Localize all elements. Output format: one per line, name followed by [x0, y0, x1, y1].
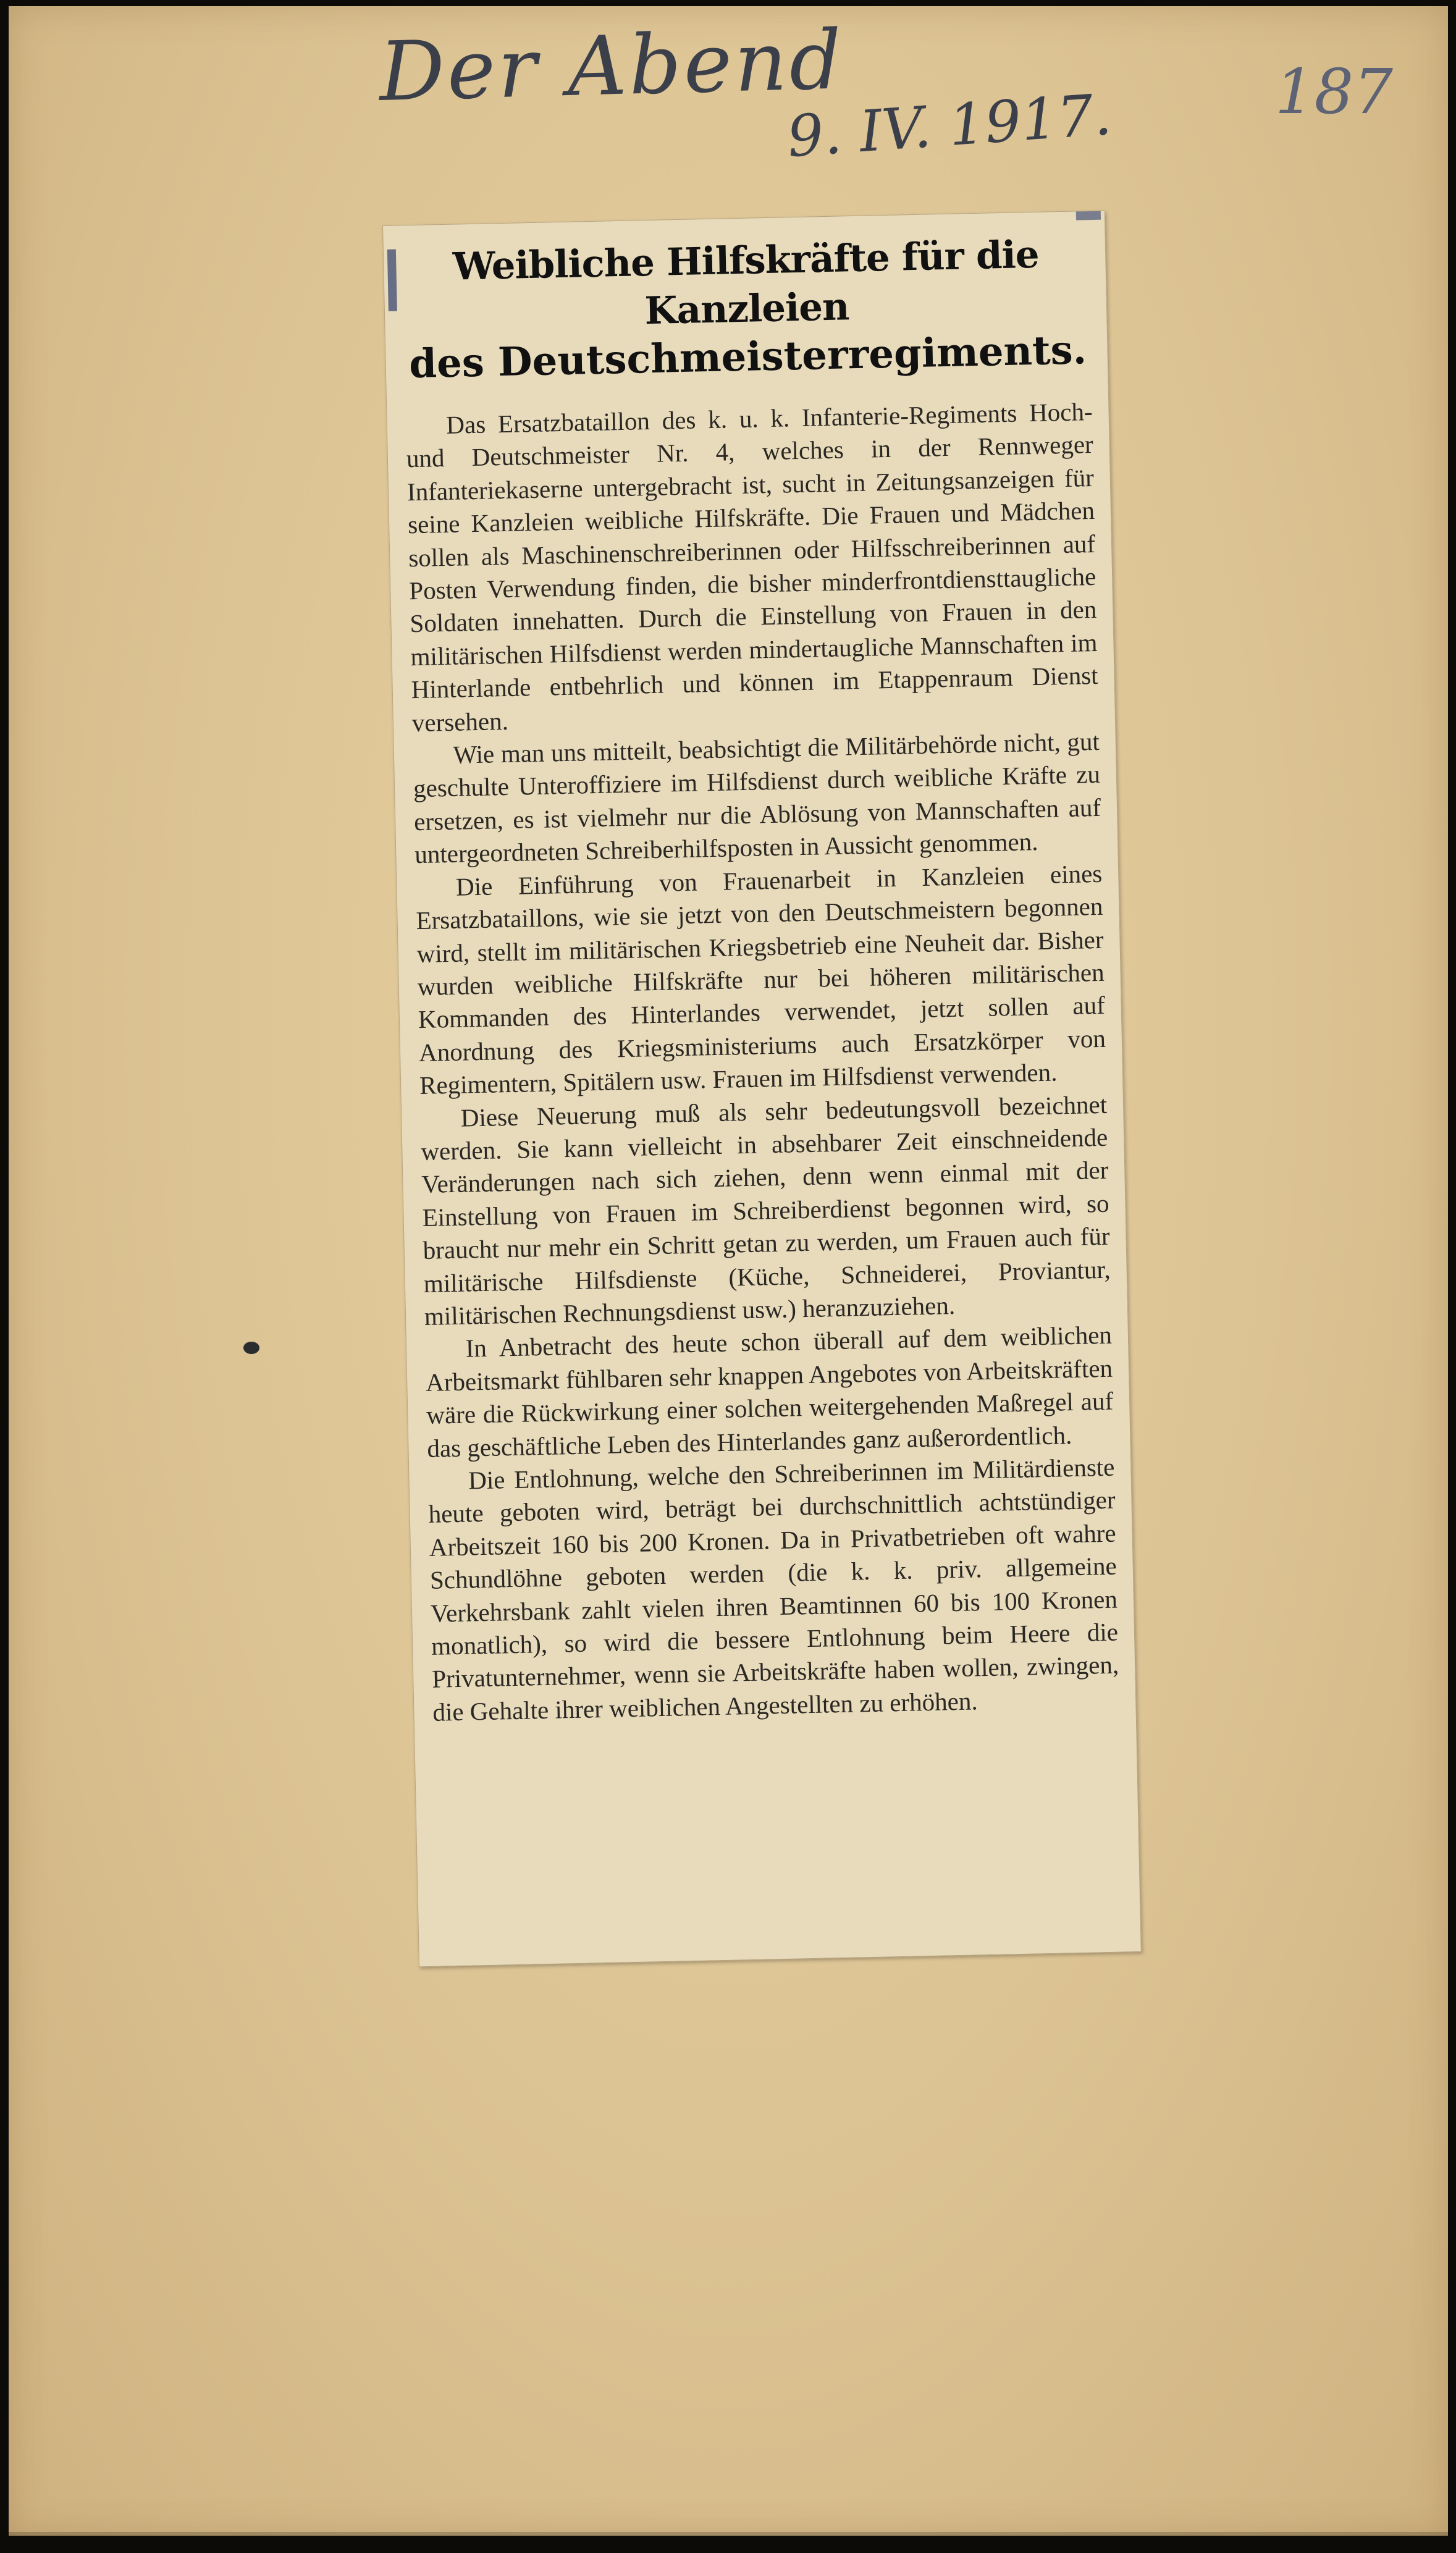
pencil-mark: [1076, 211, 1101, 221]
handwritten-newspaper-name: Der Abend: [377, 12, 846, 120]
article-paragraph: In Anbetracht des heute schon überall auf dem weiblichen Arbeitsmarkt fühlbaren sehr knappen Angebotes von Arbeitskräften wäre die Rückwirkung einer solchen weitergehenden Maßregel auf das geschäftliche Leben des Hinterlandes ganz außerordentlich.: [425, 1321, 1114, 1463]
newspaper-clipping: [382, 210, 1142, 1967]
archive-number: 187: [1275, 56, 1393, 128]
handwritten-date: 9. IV. 1917.: [785, 81, 1114, 170]
page-edge: [9, 2532, 1448, 2536]
headline-line-2: des Deutschmeisterregiments.: [408, 327, 1087, 388]
article-paragraph: Die Einführung von Frauenarbeit in Kanzleien eines Ersatzbataillons, wie sie jetzt von den Deutschmeistern begonnen wird, stellt im militärischen Kriegsbetrieb eine Neuheit dar. Bisher wurden weibliche Hilfskräfte nur bei höheren militärischen Kommanden des Hinterlandes verwendet, jetzt sollen auf Anordnung des Kriegsministeriums auch Ersatzkörper von Regimentern, Spitälern usw. Frauen im Hilfsdienst verwenden.: [416, 859, 1106, 1100]
article-paragraph: Das Ersatzbataillon des k. u. k. Infanterie-Regiments Hoch- und Deutschmeister Nr. 4, welches in der Rennweger Infanteriekaserne untergebracht ist, sucht in Zeitungsanzeigen für seine Kanzleien weibliche Hilfskräfte. Die Frauen und Mädchen sollen als Maschinenschreiberinnen oder Hilfsschreiberinnen auf Posten Verwendung finden, die bisher minderfrontdiensttaugliche Soldaten innehatten. Durch die Einstellung von Frauen in den militärischen Hilfsdienst werden mindertaugliche Mannschaften im Hinterlande entbehrlich und können im Etappenraum Dienst versehen.: [406, 397, 1098, 737]
punch-hole: [243, 1342, 259, 1354]
article-paragraph: Wie man uns mitteilt, beabsichtigt die Militärbehörde nicht, gut geschulte Unteroffiziere im Hilfsdienst durch weibliche Kräfte zu ersetzen, es ist vielmehr nur die Ablösung von Mannschaften auf untergeordneten Schreiberhilfsposten in Aussicht genommen.: [413, 726, 1101, 869]
pencil-mark: [387, 250, 397, 311]
article-paragraph: Diese Neuerung muß als sehr bedeutungsvoll bezeichnet werden. Sie kann vielleicht in absehbarer Zeit einschneidende Veränderungen nach sich ziehen, denn wenn einmal mit der Einstellung von Frauen im Schreiberdienst begonnen wird, so braucht nur mehr ein Schritt getan zu werden, um Frauen auch für militärische Hilfsdienste (Küche, Schneiderei, Proviantur, militärischen Rechnungsdienst usw.) heranzuziehen.: [420, 1090, 1111, 1331]
archive-sheet: [9, 6, 1448, 2536]
article-paragraph: Die Entlohnung, welche den Schreiberinnen im Militärdienste heute geboten wird, beträgt bei durchschnittlich achtstündiger Arbeitszeit 160 bis 200 Kronen. Da in Privatbetrieben oft wahre Schundlöhne geboten werden (die k. k. priv. allgemeine Verkehrsbank zahlt vielen ihren Beamtinnen 60 bis 100 Kronen monatlich), so wird die bessere Entlohnung beim Heere die Privatunternehmer, wenn sie Arbeitskräfte haben wollen, zwingen, die Gehalte ihrer weiblichen Angestellten zu erhöhen.: [428, 1452, 1119, 1727]
headline-line-1: Weibliche Hilfskräfte für die Kanzleien: [452, 232, 1040, 334]
article-headline: [402, 230, 1092, 389]
